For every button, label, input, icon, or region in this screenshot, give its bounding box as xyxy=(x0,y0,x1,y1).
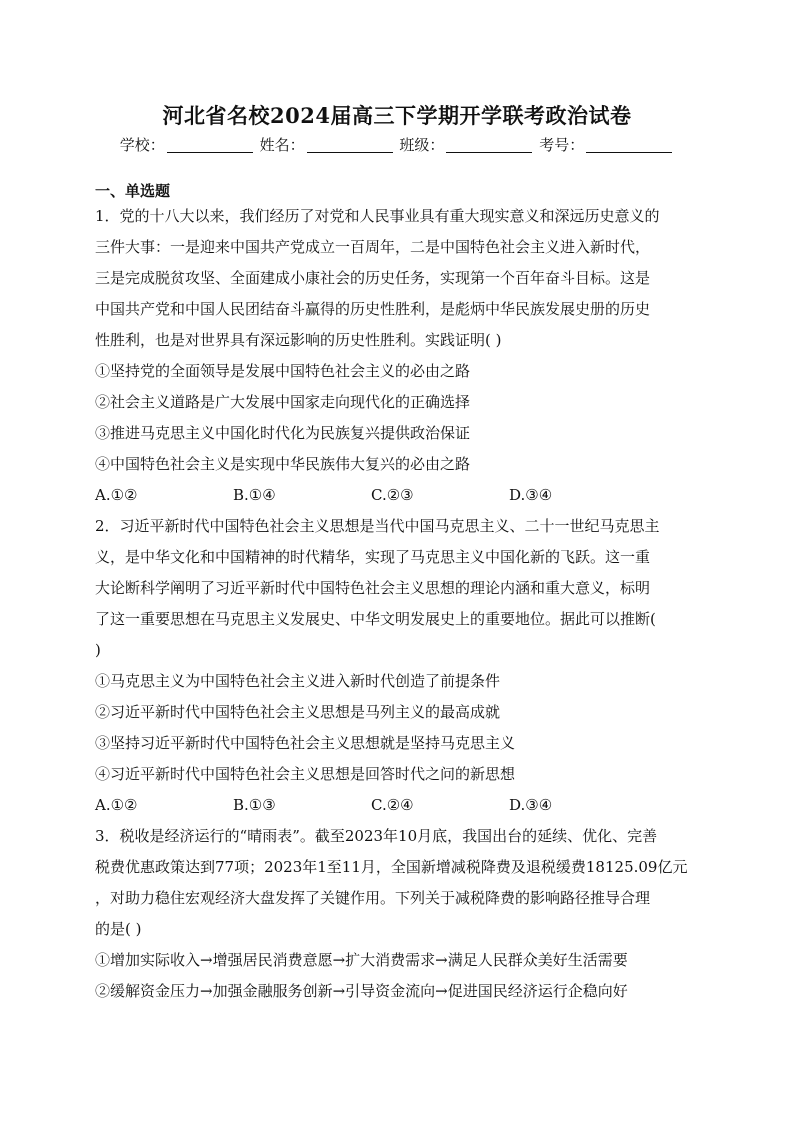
choice-d[interactable]: D.③④ xyxy=(509,796,553,814)
choice-c[interactable]: C.②④ xyxy=(371,796,414,814)
question-2-line: ) xyxy=(95,641,101,659)
question-3-statement: ①增加实际收入→增强居民消费意愿→扩大消费需求→满足人民群众美好生活需要 xyxy=(95,951,628,969)
question-2-statement: ①马克思主义为中国特色社会主义进入新时代创造了前提条件 xyxy=(95,672,501,690)
question-list xyxy=(95,201,699,1007)
question-2-line: 义，是中华文化和中国精神的时代精华，实现了马克思主义中国化新的飞跃。这一重 xyxy=(95,548,651,566)
question-2-statement: ②习近平新时代中国特色社会主义思想是马列主义的最高成就 xyxy=(95,703,501,721)
question-1-line: 1．党的十八大以来，我们经历了对党和人民事业具有重大现实意义和深远历史意义的 xyxy=(95,207,660,225)
question-1-line: 三件大事：一是迎来中国共产党成立一百周年，二是中国特色社会主义进入新时代， xyxy=(95,238,651,256)
question-2 xyxy=(95,511,699,821)
question-2-line: 大论断科学阐明了习近平新时代中国特色社会主义思想的理论内涵和重大意义，标明 xyxy=(95,579,651,597)
question-3-line: 的是( ) xyxy=(95,920,142,938)
question-1-line: 三是完成脱贫攻坚、全面建成小康社会的历史任务，实现第一个百年奋斗目标。这是 xyxy=(95,269,651,287)
question-1-line: 性胜利，也是对世界具有深远影响的历史性胜利。实践证明( ) xyxy=(95,331,502,349)
school-label: 学校： xyxy=(119,136,165,154)
choice-c[interactable]: C.②③ xyxy=(371,486,414,504)
question-2-statement: ④习近平新时代中国特色社会主义思想是回答时代之问的新思想 xyxy=(95,765,516,783)
question-1-statement: ①坚持党的全面领导是发展中国特色社会主义的必由之路 xyxy=(95,362,471,380)
name-label: 姓名： xyxy=(259,136,305,154)
class-blank[interactable] xyxy=(446,138,532,153)
choice-b[interactable]: B.①④ xyxy=(233,486,276,504)
question-3-line: ，对助力稳住宏观经济大盘发挥了关键作用。下列关于减税降费的影响路径推导合理 xyxy=(95,889,651,907)
choice-a[interactable]: A.①② xyxy=(95,796,138,814)
question-1-line: 中国共产党和中国人民团结奋斗赢得的历史性胜利，是彪炳中华民族发展史册的历史 xyxy=(95,300,651,318)
student-info-line xyxy=(0,134,794,155)
exam-title: 河北省名校2024届高三下学期开学联考政治试卷 xyxy=(162,103,632,128)
school-blank[interactable] xyxy=(167,138,253,153)
question-2-choices xyxy=(95,790,699,821)
class-label: 班级： xyxy=(399,136,445,154)
name-blank[interactable] xyxy=(307,138,393,153)
exam-number-blank[interactable] xyxy=(586,138,672,153)
question-3-line: 3．税收是经济运行的“晴雨表”。截至2023年10月底，我国出台的延续、优化、完善 xyxy=(95,827,658,845)
question-3 xyxy=(95,821,699,1007)
question-2-line: 2．习近平新时代中国特色社会主义思想是当代中国马克思主义、二十一世纪马克思主 xyxy=(95,517,660,535)
question-3-statement: ②缓解资金压力→加强金融服务创新→引导资金流向→促进国民经济运行企稳向好 xyxy=(95,982,628,1000)
choice-d[interactable]: D.③④ xyxy=(509,486,553,504)
question-1-statement: ②社会主义道路是广大发展中国家走向现代化的正确选择 xyxy=(95,393,471,411)
question-1-statement: ④中国特色社会主义是实现中华民族伟大复兴的必由之路 xyxy=(95,455,471,473)
question-2-statement: ③坚持习近平新时代中国特色社会主义思想就是坚持马克思主义 xyxy=(95,734,516,752)
exam-number-label: 考号： xyxy=(539,136,585,154)
question-1-statement: ③推进马克思主义中国化时代化为民族复兴提供政治保证 xyxy=(95,424,471,442)
question-3-line: 税费优惠政策达到77项；2023年1至11月，全国新增减税降费及退税缓费18125.09亿元 xyxy=(95,858,688,876)
section-title: 一、单选题 xyxy=(95,182,171,200)
choice-b[interactable]: B.①③ xyxy=(233,796,276,814)
choice-a[interactable]: A.①② xyxy=(95,486,138,504)
question-1-choices xyxy=(95,480,699,511)
question-1 xyxy=(95,201,699,511)
question-2-line: 了这一重要思想在马克思主义发展史、中华文明发展史上的重要地位。据此可以推断( xyxy=(95,610,656,628)
